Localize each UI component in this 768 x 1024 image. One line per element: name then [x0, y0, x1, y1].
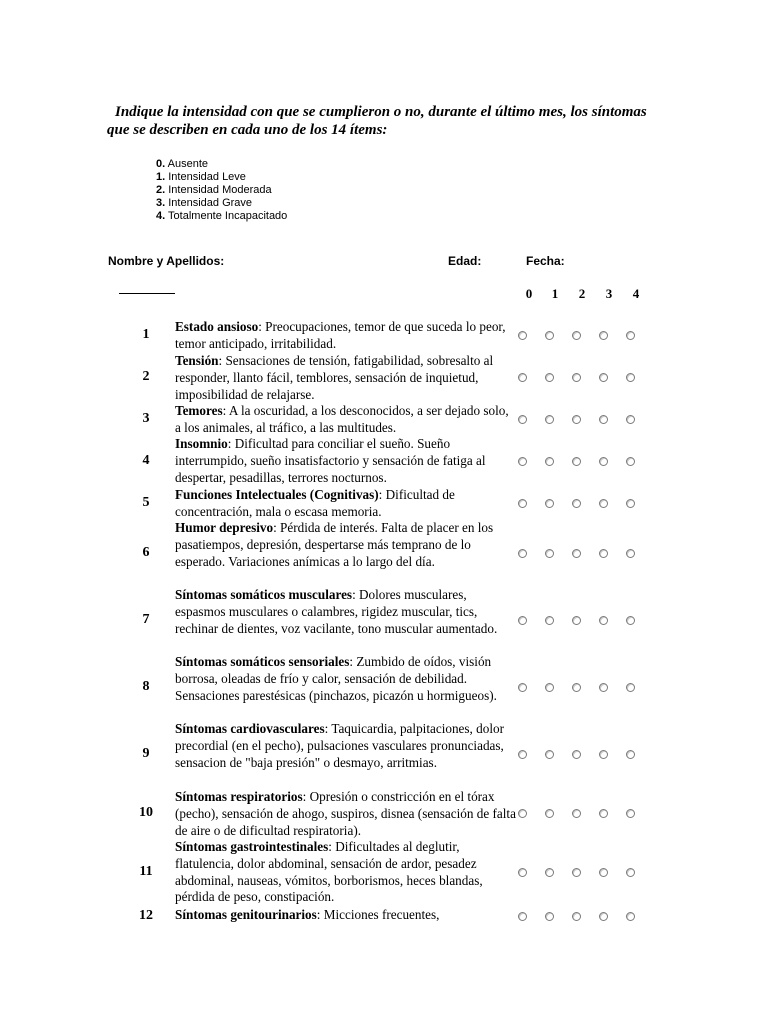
rating-radio-1[interactable] — [545, 373, 554, 382]
item-description — [175, 487, 517, 521]
rating-radio-4[interactable] — [626, 549, 635, 558]
rating-radio-1[interactable] — [545, 331, 554, 340]
rating-radio-4[interactable] — [626, 868, 635, 877]
item-description — [175, 403, 517, 437]
item-title: Estado ansioso — [175, 319, 259, 334]
rating-radio-2[interactable] — [572, 499, 581, 508]
item-text: : Opresión o constricción en el tórax (pecho), sensación de ahogo, suspiros, disnea (sensación de falta de aire o de dificultad respiratoria). — [175, 789, 516, 838]
rating-radio-4[interactable] — [626, 373, 635, 382]
rating-radio-4[interactable] — [626, 750, 635, 759]
item-description — [175, 436, 517, 486]
rating-radio-0[interactable] — [518, 331, 527, 340]
name-underline — [119, 293, 175, 294]
item-title: Síntomas gastrointestinales — [175, 839, 329, 854]
rating-radio-0[interactable] — [518, 683, 527, 692]
name-label: Nombre y Apellidos: — [108, 254, 225, 268]
rating-radio-1[interactable] — [545, 549, 554, 558]
item-number: 6 — [142, 544, 150, 560]
rating-radio-4[interactable] — [626, 457, 635, 466]
item-number: 8 — [142, 678, 150, 694]
item-row — [0, 721, 768, 789]
rating-radio-3[interactable] — [599, 331, 608, 340]
rating-radio-2[interactable] — [572, 750, 581, 759]
item-row — [0, 907, 768, 927]
rating-radio-0[interactable] — [518, 868, 527, 877]
rating-radio-2[interactable] — [572, 809, 581, 818]
item-row — [0, 520, 768, 587]
item-row — [0, 487, 768, 521]
rating-radio-0[interactable] — [518, 499, 527, 508]
rating-radio-2[interactable] — [572, 683, 581, 692]
item-number: 10 — [139, 805, 153, 820]
rating-radio-2[interactable] — [572, 373, 581, 382]
item-title: Síntomas cardiovasculares — [175, 721, 325, 736]
rating-radio-3[interactable] — [599, 499, 608, 508]
instructions: Indique la intensidad con que se cumplieron o no, durante el último mes, los síntomas que se describen en cada uno de los 14 ítems: — [107, 104, 647, 138]
item-title: Temores — [175, 403, 223, 418]
item-title: Síntomas somáticos sensoriales — [175, 654, 350, 669]
rating-radio-1[interactable] — [545, 868, 554, 877]
rating-radio-0[interactable] — [518, 809, 527, 818]
rating-radio-3[interactable] — [599, 415, 608, 424]
scale-item: 4. Totalmente Incapacitado — [156, 210, 288, 222]
item-row — [0, 319, 768, 353]
rating-radio-2[interactable] — [572, 549, 581, 558]
date-label: Fecha: — [526, 254, 565, 268]
rating-radio-1[interactable] — [545, 683, 554, 692]
rating-radio-4[interactable] — [626, 331, 635, 340]
item-title: Insomnio — [175, 436, 228, 451]
rating-radio-2[interactable] — [572, 868, 581, 877]
item-title: Humor depresivo — [175, 520, 274, 535]
rating-radio-3[interactable] — [599, 549, 608, 558]
item-number: 4 — [142, 452, 150, 468]
item-number: 7 — [142, 611, 150, 627]
rating-radio-4[interactable] — [626, 616, 635, 625]
rating-radio-3[interactable] — [599, 616, 608, 625]
item-number: 11 — [139, 864, 153, 879]
item-title: Síntomas genitourinarios — [175, 907, 317, 922]
item-text: : Taquicardia, palpitaciones, dolor precordial (en el pecho), pulsaciones vasculares pronunciadas, sensacion de "baja presión" o desmayo, arritmias. — [175, 721, 504, 770]
item-text: : Sensaciones de tensión, fatigabilidad, sobresalto al responder, llanto fácil, temblores, sensación de inquietud, imposibilidad de relajarse. — [175, 353, 494, 402]
rating-radio-3[interactable] — [599, 912, 608, 921]
item-title: Funciones Intelectuales (Cognitivas) — [175, 487, 379, 502]
rating-radio-4[interactable] — [626, 912, 635, 921]
rating-radio-0[interactable] — [518, 373, 527, 382]
rating-radio-3[interactable] — [599, 373, 608, 382]
rating-radio-0[interactable] — [518, 750, 527, 759]
column-header: 0 — [525, 286, 533, 301]
item-text: : Preocupaciones, temor de que suceda lo peor, temor anticipado, irritabilidad. — [175, 319, 506, 351]
rating-radio-2[interactable] — [572, 912, 581, 921]
item-text: : Micciones frecuentes, — [316, 907, 440, 922]
item-number: 1 — [142, 327, 150, 342]
item-text: : Dificultades al deglutir, flatulencia, dolor abdominal, sensación de ardor, pesadez abdominal, nauseas, vómitos, borborismos, heces blandas, pérdida de peso, constipación. — [175, 839, 483, 905]
rating-radio-1[interactable] — [545, 616, 554, 625]
rating-radio-4[interactable] — [626, 499, 635, 508]
rating-radio-0[interactable] — [518, 549, 527, 558]
item-text: : Dificultad para conciliar el sueño. Sueño interrumpido, sueño insatisfactorio y sensación de fatiga al despertar, pesadillas, terrores nocturnos. — [175, 436, 486, 485]
item-description — [175, 907, 517, 924]
scale-item: 0. Ausente — [156, 158, 209, 170]
item-description — [175, 587, 517, 637]
rating-radio-0[interactable] — [518, 912, 527, 921]
rating-radio-1[interactable] — [545, 750, 554, 759]
rating-radio-3[interactable] — [599, 868, 608, 877]
item-row — [0, 654, 768, 721]
rating-radio-3[interactable] — [599, 683, 608, 692]
item-row — [0, 353, 768, 403]
rating-radio-2[interactable] — [572, 415, 581, 424]
item-row — [0, 839, 768, 907]
item-description — [175, 654, 517, 704]
item-description — [175, 839, 517, 906]
item-text: : Zumbido de oídos, visión borrosa, oleadas de frío y calor, sensación de debilidad. Sensaciones parestésicas (pinchazos, picazón u hormigueos). — [175, 654, 497, 703]
scale-item: 2. Intensidad Moderada — [156, 184, 272, 196]
rating-radio-0[interactable] — [518, 457, 527, 466]
column-header: 2 — [578, 286, 586, 301]
item-description — [175, 520, 517, 570]
rating-radio-2[interactable] — [572, 331, 581, 340]
item-row — [0, 789, 768, 839]
item-number: 5 — [142, 495, 150, 510]
rating-radio-3[interactable] — [599, 750, 608, 759]
rating-radio-2[interactable] — [572, 457, 581, 466]
rating-radio-3[interactable] — [599, 457, 608, 466]
rating-radio-4[interactable] — [626, 415, 635, 424]
item-description — [175, 319, 517, 353]
rating-radio-1[interactable] — [545, 912, 554, 921]
item-title: Síntomas somáticos musculares — [175, 587, 353, 602]
item-description — [175, 721, 517, 771]
column-header: 1 — [551, 286, 559, 301]
rating-radio-4[interactable] — [626, 809, 635, 818]
item-title: Tensión — [175, 353, 219, 368]
item-text: : Dificultad de concentración, mala o escasa memoria. — [175, 487, 455, 519]
rating-radio-2[interactable] — [572, 616, 581, 625]
item-text: : Dolores musculares, espasmos musculares o calambres, rigidez muscular, tics, rechinar de dientes, voz vacilante, tono muscular aumentado. — [175, 587, 498, 636]
scale-item: 1. Intensidad Leve — [156, 171, 246, 183]
item-text: : A la oscuridad, a los desconocidos, a ser dejado solo, a los animales, al tráfico, a las multitudes. — [175, 403, 509, 435]
scale-legend — [156, 158, 287, 223]
age-label: Edad: — [448, 254, 482, 268]
scale-item: 3. Intensidad Grave — [156, 197, 253, 209]
item-row — [0, 436, 768, 487]
item-row — [0, 403, 768, 437]
item-number: 12 — [139, 908, 153, 923]
item-title: Síntomas respiratorios — [175, 789, 303, 804]
item-row — [0, 587, 768, 654]
item-number: 9 — [142, 746, 150, 761]
item-number: 3 — [142, 411, 150, 426]
item-number: 2 — [142, 369, 150, 384]
rating-radio-3[interactable] — [599, 809, 608, 818]
column-header: 4 — [632, 286, 640, 301]
rating-radio-1[interactable] — [545, 499, 554, 508]
column-header: 3 — [605, 286, 613, 301]
rating-radio-1[interactable] — [545, 809, 554, 818]
rating-radio-0[interactable] — [518, 616, 527, 625]
rating-radio-1[interactable] — [545, 457, 554, 466]
rating-radio-4[interactable] — [626, 683, 635, 692]
rating-radio-1[interactable] — [545, 415, 554, 424]
item-description — [175, 353, 517, 403]
item-text: : Pérdida de interés. Falta de placer en los pasatiempos, depresión, despertarse más temprano de lo esperado. Variaciones anímicas a lo largo del día. — [175, 520, 494, 569]
item-description — [175, 789, 517, 839]
rating-radio-0[interactable] — [518, 415, 527, 424]
